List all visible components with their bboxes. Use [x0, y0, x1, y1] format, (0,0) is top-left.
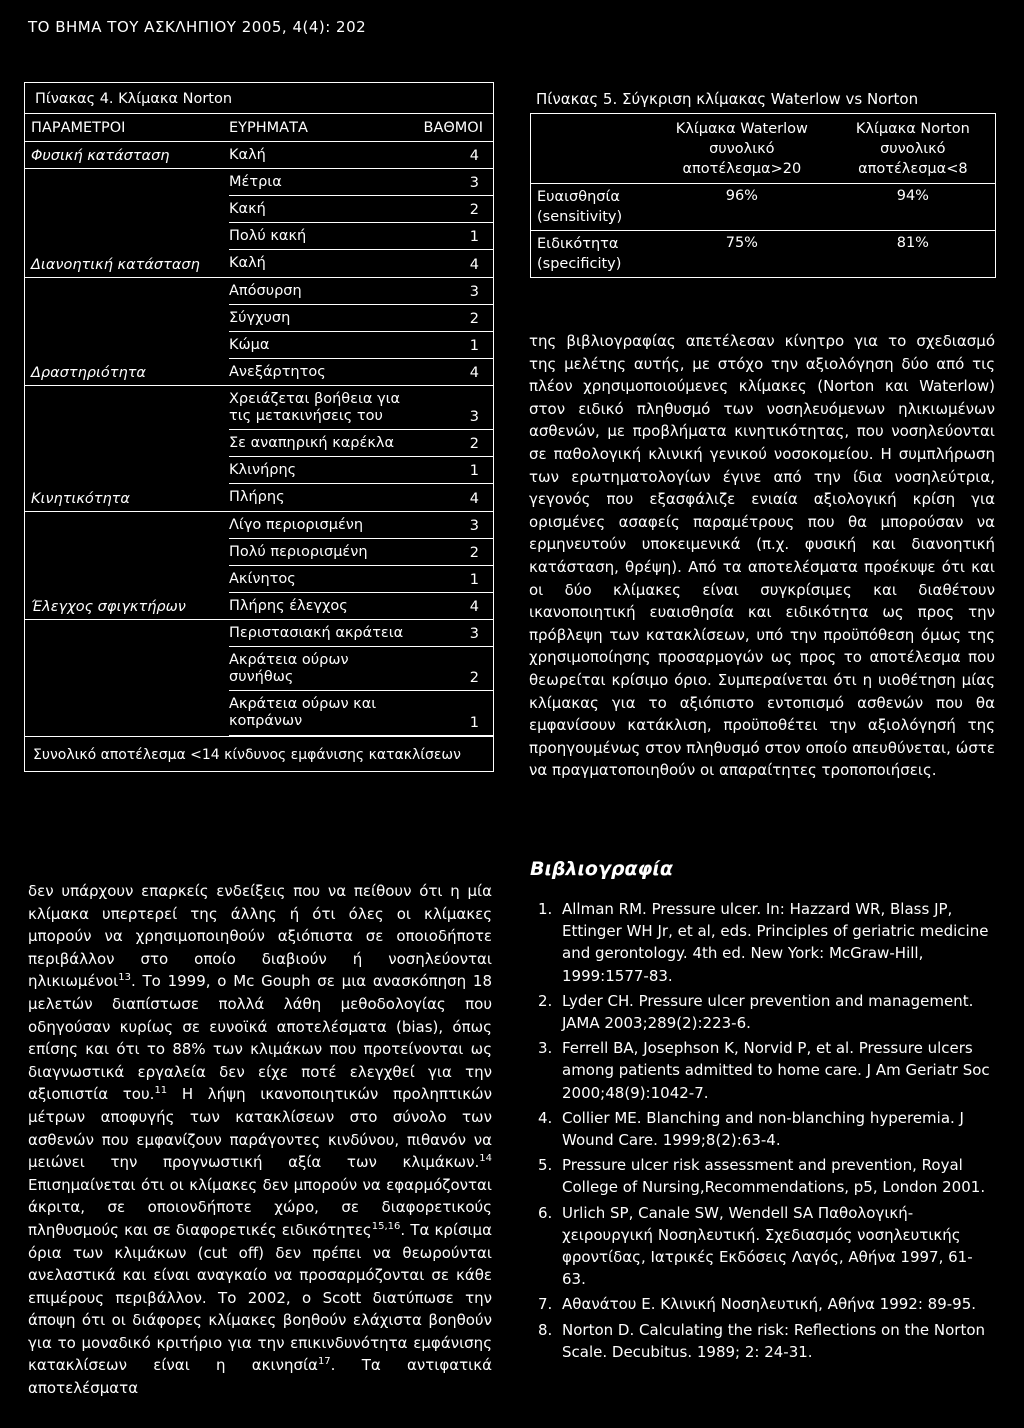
table-row [25, 538, 493, 565]
table4-finding-cell: Κώμα [229, 331, 418, 358]
table-row [25, 169, 493, 196]
table4-param-cell [25, 385, 229, 429]
table4-grade-cell: 2 [418, 538, 493, 565]
table4-param-cell [25, 196, 229, 223]
table-row [25, 250, 493, 277]
reference-text: Allman RM. Pressure ulcer. In: Hazzard WR, Blass JP, Ettinger WH Jr, et al, eds. Principles of geriatric medicine and gerontology. 4th ed. New York: McGraw-Hill, 1999:1577-83. [562, 900, 989, 985]
table4-finding-cell: Περιστασιακή ακράτεια [229, 619, 418, 646]
citation-ref: 14 [479, 1153, 492, 1165]
table5-header-norton: Κλίμακα Norton συνολικό αποτέλεσμα<8 [855, 121, 970, 177]
text-run: . Το 1999, ο Mc Gouph σε μια ανασκόπηση 18 μελετών διαπίστωσε πολλά λάθη μεθοδολογίας που οδηγούσαν κυρίως σε ευνοϊκά αποτελέσματα (bias), όπως επίσης και ότι το 88% των κλιμάκων που προτείνονται ως διαγνωστικά εργαλεία δεν είχε ποτέ ελεγχθεί για την αξιοπιστία του. [28, 972, 492, 1104]
table4-param-cell: Δραστηριότητα [25, 358, 229, 385]
text-run: . Τα αντιφατικά αποτελέσματα [28, 1356, 492, 1398]
list-item [530, 1037, 996, 1104]
table4-param-cell [25, 565, 229, 592]
table4-grade-cell: 2 [418, 304, 493, 331]
table4-finding-cell: Σε αναπηρική καρέκλα [229, 430, 418, 457]
table4-finding-cell: Απόσυρση [229, 277, 418, 304]
table4-header-findings: ΕΥΡΗΜΑΤΑ [229, 114, 418, 142]
table-row [25, 331, 493, 358]
left-column-text [28, 880, 492, 1400]
table5-header-waterlow: Κλίμακα Waterlow συνολικό αποτέλεσμα>20 [675, 121, 808, 177]
table4-grade-cell: 1 [418, 331, 493, 358]
reference-number: 4. [538, 1108, 553, 1127]
reference-text: Collier ME. Blanching and non-blanching hyperemia. J Wound Care. 1999;8(2):63-4. [562, 1108, 964, 1150]
table4-param-cell [25, 457, 229, 484]
table4-grade-cell: 4 [418, 358, 493, 385]
table4-finding-cell: Πλήρης [229, 484, 418, 511]
table4-grade-cell: 4 [418, 250, 493, 277]
table-row [25, 358, 493, 385]
table-row [25, 691, 493, 735]
table4-param-cell [25, 619, 229, 646]
table-row [25, 565, 493, 592]
table4-grade-cell: 1 [418, 223, 493, 250]
table4-header-params: ΠΑΡΑΜΕΤΡΟΙ [25, 114, 229, 142]
text-run: Επισημαίνεται ότι οι κλίμακες δεν μπορούν να εφαρμόζονται άκριτα, σε οποιονδήποτε χώρο, σε διαφορετικούς πληθυσμούς και σε διαφορετικές ειδικότητες [28, 1175, 492, 1239]
table4-grade-cell: 3 [418, 385, 493, 429]
table4-finding-cell: Καλή [229, 142, 418, 169]
table5-grid [531, 114, 995, 277]
reference-text: Ferrell BA, Josephson K, Norvid P, et al. Pressure ulcers among patients admitted to home care. J Am Geriatr Soc 2000;48(9):1042-7. [562, 1039, 990, 1102]
table4-grade-cell: 1 [418, 457, 493, 484]
table5-cell-norton: 81% [831, 231, 995, 278]
table4-finding-cell: Ακίνητος [229, 565, 418, 592]
table-row [531, 184, 995, 231]
norton-scale-table [24, 82, 494, 772]
table5-row-label: Ειδικότητα (specificity) [531, 231, 653, 278]
table4-param-cell [25, 304, 229, 331]
table4-param-cell [25, 538, 229, 565]
reference-number: 5. [538, 1156, 553, 1175]
citation-ref: 11 [154, 1085, 168, 1097]
table4-param-cell [25, 169, 229, 196]
table4-grade-cell: 1 [418, 691, 493, 735]
citation-ref: 17 [317, 1356, 331, 1368]
list-item [530, 1293, 996, 1315]
table4-grade-cell: 3 [418, 619, 493, 646]
table4-footer: Συνολικό αποτέλεσμα <14 κίνδυνος εμφάνισης κατακλίσεων [25, 736, 493, 771]
table4-grade-cell: 3 [418, 169, 493, 196]
table4-finding-cell: Πολύ κακή [229, 223, 418, 250]
table4-grade-cell: 2 [418, 196, 493, 223]
table4-finding-cell: Λίγο περιορισμένη [229, 511, 418, 538]
table-row [25, 304, 493, 331]
running-header: ΤΟ ΒΗΜΑ ΤΟΥ ΑΣΚΛΗΠΙΟΥ 2005, 4(4): 202 [28, 18, 367, 36]
bibliography-title: Βιβλιογραφία [530, 858, 673, 880]
paragraph [28, 880, 492, 1400]
table-row [531, 231, 995, 278]
table4-grade-cell: 2 [418, 647, 493, 691]
table4-grid [25, 114, 493, 736]
reference-text: Αθανάτου Ε. Κλινική Νοσηλευτική, Αθήνα 1992: 89-95. [562, 1295, 977, 1314]
table4-param-cell [25, 511, 229, 538]
paragraph: της βιβλιογραφίας απετέλεσαν κίνητρο για το σχεδιασμό της μελέτης αυτής, με στόχο την αξιολόγηση δύο από τις πλέον χρησιμοποιούμενες κλίμακες (Norton και Waterlow) στον ειδικό πληθυσμό των νοσηλευόμενων ηλικιωμένων ασθενών, με προβλήματα κινητικότητας, που νοσηλεύονται σε παθολογική κλινική γενικού νοσοκομείου. Η συμπλήρωση των ερωτηματολογίων έγινε από την ίδια νοσηλεύτρια, γεγονός που εξασφάλιζε ενιαία αξιολογική κρίση για ορισμένες ασαφείς παραμέτρους που θα μπορούσαν να ερμηνευτούν υποκειμενικά (π.χ. φυσική και διανοητική κατάσταση, θρέψη). Από τα αποτελέσματα προέκυψε ότι και οι δύο κλίμακες είναι συγκρίσιμες και διαθέτουν ικανοποιητική ευαισθησία και ειδικότητα ως προς την πρόβλεψη των κατακλίσεων, υπό την προϋπόθεση όμως της χρησιμοποίησης προσαρμογών ως προς το αποτέλεσμα που θεωρείται κρίσιμο όριο. Συμπεραίνεται ότι η υιοθέτηση μίας κλίμακας για το αξιόπιστο εντοπισμό ασθενών που θα εμφανίσουν κατάκλιση, προϋποθέτει την αξιολόγησή της προηγουμένως στον πληθυσμό στον οποίο απευθύνεται, ώστε να πραγματοποιηθούν οι απαραίτητες τροποποιήσεις. [529, 332, 995, 780]
list-item [530, 1202, 996, 1291]
table4-param-cell [25, 647, 229, 691]
table4-finding-cell: Κλινήρης [229, 457, 418, 484]
table5-cell-waterlow: 75% [653, 231, 831, 278]
table-row [25, 592, 493, 619]
reference-number: 2. [538, 991, 553, 1010]
list-item [530, 990, 996, 1034]
table-row [25, 277, 493, 304]
table4-finding-cell: Πολύ περιορισμένη [229, 538, 418, 565]
text-run: δεν υπάρχουν επαρκείς ενδείξεις που να πείθουν ότι η μία κλίμακα υπερτερεί της άλλης ή ότι όλες οι κλίμακες μπορούν να χρησιμοποιηθούν αξιόπιστα σε οποιοδήποτε περιβάλλον στο οποίο διαβιούν ή νοσηλεύονται ηλικιωμένοι [28, 882, 492, 991]
table4-param-cell: Έλεγχος σφιγκτήρων [25, 592, 229, 619]
table4-grade-cell: 3 [418, 277, 493, 304]
table4-finding-cell: Κακή [229, 196, 418, 223]
list-item [530, 1107, 996, 1151]
table-row [25, 457, 493, 484]
bibliography-list [530, 898, 996, 1366]
table5-row-label: Ευαισθησία (sensitivity) [531, 184, 653, 231]
reference-text: Pressure ulcer risk assessment and prevention, Royal College of Nursing,Recommendations, p5, London 2001. [562, 1156, 986, 1197]
table4-param-cell [25, 223, 229, 250]
table4-finding-cell: Καλή [229, 250, 418, 277]
table5-header-row [531, 114, 995, 184]
table4-param-cell [25, 277, 229, 304]
reference-number: 7. [538, 1295, 553, 1314]
table4-finding-cell: Πλήρης έλεγχος [229, 592, 418, 619]
text-run: . Τα κρίσιμα όρια των κλιμάκων (cut off) δεν πρέπει να θεωρούνται ανελαστικά και είναι αναγκαίο να προσαρμόζονται σε κάθε επιμέρους περιβάλλον. Το 2002, ο Scott διατύπωσε την άποψη ότι οι διάφορες κλίμακες βοηθούν ελάχιστα βοηθούν για το μοναδικό κριτήριο για την επικινδυνότητα εμφάνισης κατακλίσεων είναι η ακινησία [28, 1220, 492, 1375]
list-item [530, 898, 996, 987]
table4-grade-cell: 1 [418, 565, 493, 592]
table4-finding-cell: Μέτρια [229, 169, 418, 196]
table5-cell-norton: 94% [831, 184, 995, 231]
reference-number: 1. [538, 900, 553, 918]
reference-text: Lyder CH. Pressure ulcer prevention and management. JAMA 2003;289(2):223-6. [562, 991, 974, 1033]
table4-grade-cell: 4 [418, 592, 493, 619]
table4-finding-cell: Ανεξάρτητος [229, 358, 418, 385]
table4-param-cell [25, 430, 229, 457]
table4-grade-cell: 4 [418, 142, 493, 169]
table4-param-cell [25, 331, 229, 358]
table4-grade-cell: 3 [418, 511, 493, 538]
table4-grade-cell: 2 [418, 430, 493, 457]
table4-body [25, 142, 493, 736]
table4-grade-cell: 4 [418, 484, 493, 511]
table-row [25, 385, 493, 429]
table-row [25, 484, 493, 511]
reference-number: 3. [538, 1039, 553, 1058]
reference-text: Urlich SP, Canale SW, Wendell SA Παθολογική-χειρουργική Νοσηλευτική. Σχεδιασμός νοσηλευτικής φροντίδας, Ιατρικές Εκδόσεις Λαγός, Αθήνα 1997, 61-63. [562, 1203, 973, 1289]
citation-ref: 13 [118, 972, 131, 984]
table4-caption: Πίνακας 4. Κλίμακα Norton [25, 83, 493, 114]
table4-header-grades: ΒΑΘΜΟΙ [418, 114, 493, 142]
table-row [25, 196, 493, 223]
text-run: Η λήψη ικανοποιητικών προληπτικών μέτρων αποφυγής των κατακλίσεων στο σύνολο των ασθενών που εμφανίζουν παράγοντες κινδύνου, πιθανόν να μειώνει την προγνωστική αξία των κλιμάκων. [28, 1085, 492, 1172]
table-row [25, 619, 493, 646]
list-item [530, 1154, 996, 1198]
table4-param-cell: Φυσική κατάσταση [25, 142, 229, 169]
waterlow-norton-table [530, 113, 996, 278]
table4-param-cell [25, 691, 229, 735]
table-row [25, 142, 493, 169]
table-row [25, 223, 493, 250]
table5-cell-waterlow: 96% [653, 184, 831, 231]
table-row [25, 430, 493, 457]
reference-text: Norton D. Calculating the risk: Reflections on the Norton Scale. Decubitus. 1989; 2: 24-31. [562, 1320, 986, 1361]
reference-number: 8. [538, 1320, 553, 1339]
table-row [25, 511, 493, 538]
table4-header-row [25, 114, 493, 142]
list-item [530, 1319, 996, 1363]
right-column-text [529, 330, 995, 782]
table4-finding-cell: Ακράτεια ούρων συνήθως [229, 647, 418, 691]
table4-param-cell: Κινητικότητα [25, 484, 229, 511]
table4-finding-cell: Χρειάζεται βοήθεια για τις μετακινήσεις του [229, 385, 418, 429]
table4-finding-cell: Ακράτεια ούρων και κοπράνων [229, 691, 418, 735]
table4-finding-cell: Σύγχυση [229, 304, 418, 331]
table5-caption: Πίνακας 5. Σύγκριση κλίμακας Waterlow vs Norton [536, 90, 919, 108]
table4-param-cell: Διανοητική κατάσταση [25, 250, 229, 277]
citation-ref: 15,16 [371, 1220, 401, 1232]
table-row [25, 647, 493, 691]
reference-number: 6. [538, 1203, 553, 1222]
table5-corner [531, 114, 653, 184]
